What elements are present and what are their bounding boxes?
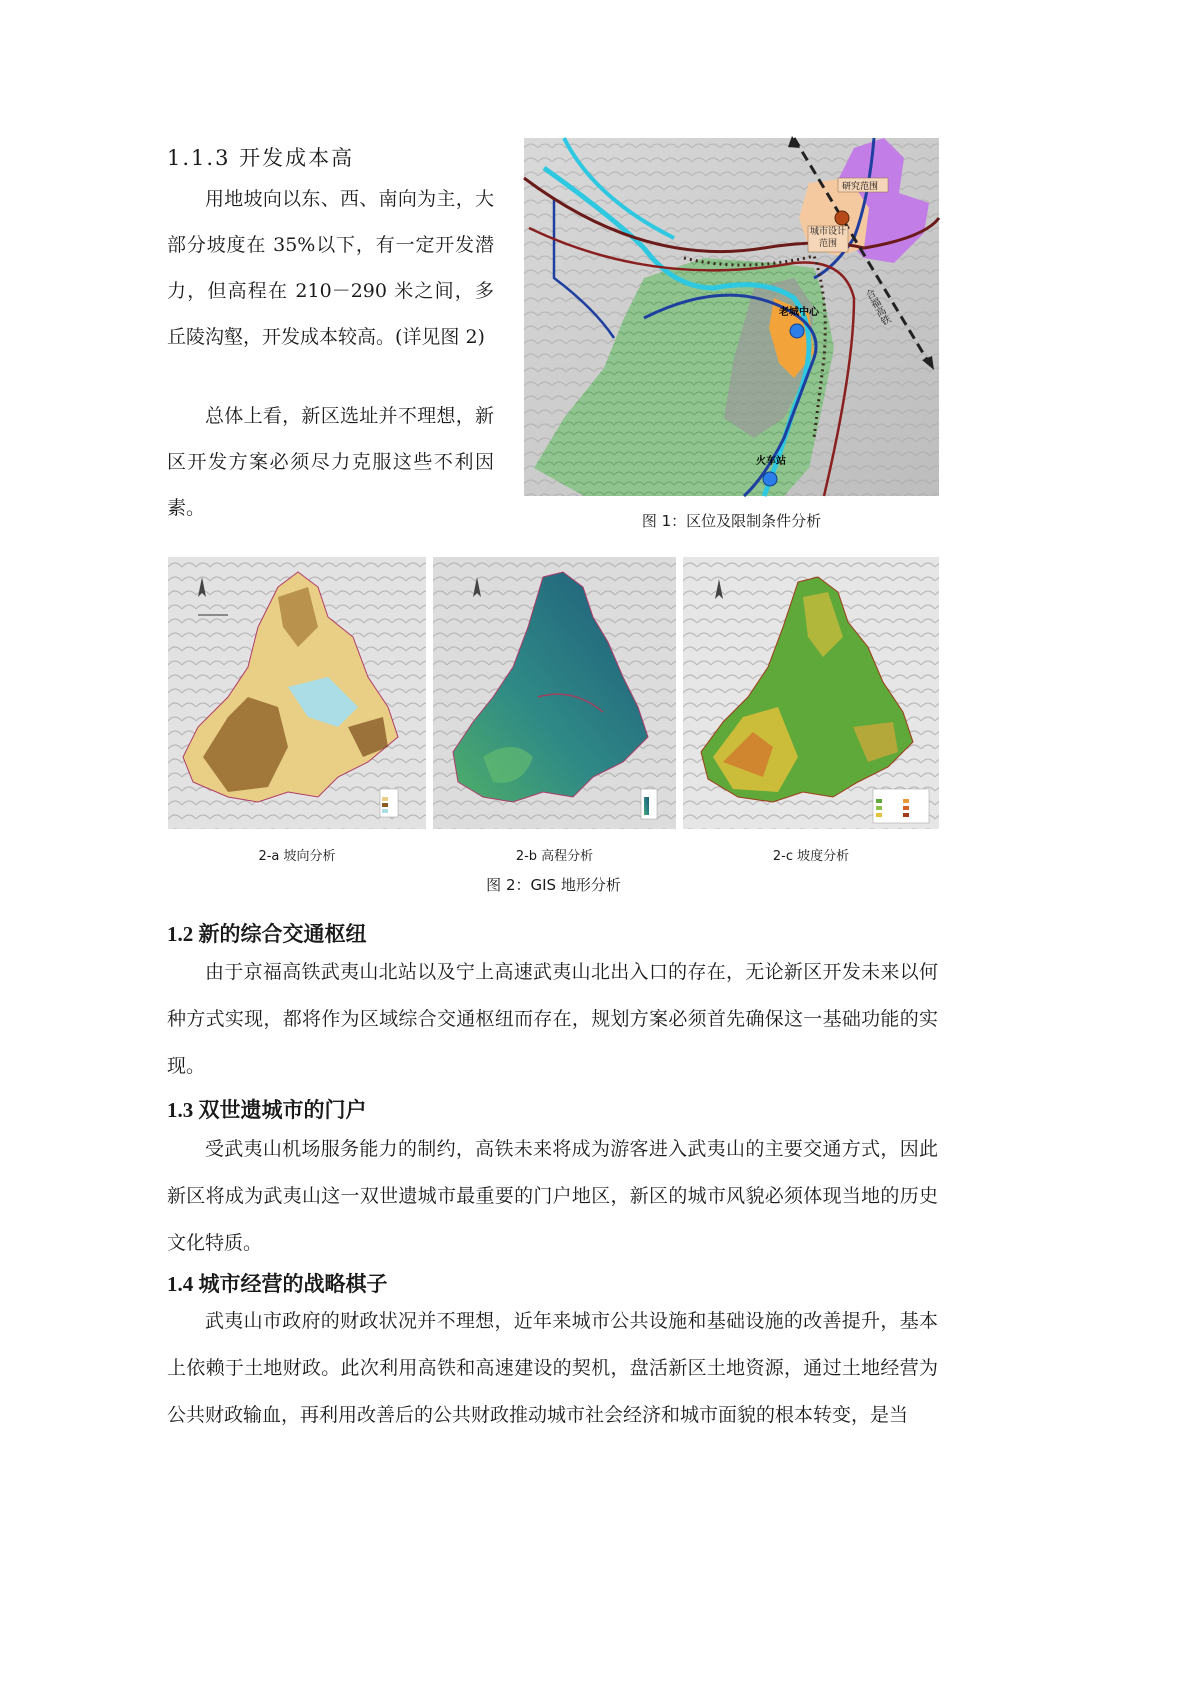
section-title-1-3: 1.3 双世遗城市的门户 <box>167 1098 367 1122</box>
figure1-caption: 图 1：区位及限制条件分析 <box>641 512 822 530</box>
label-station: 火车站 <box>756 456 786 467</box>
subcaption-slope: 2-c 坡度分析 <box>772 849 850 864</box>
label-old-center: 老城中心 <box>779 307 819 318</box>
label-design-area: 城市设计范围 <box>809 227 846 249</box>
section-title-1-1-3: 1.1.3 开发成本高 <box>167 146 355 170</box>
paragraph-summary: 总体上看，新区选址并不理想，新区开发方案必须尽力克服这些不利因素。 <box>167 405 494 519</box>
elevation-analysis-map <box>433 557 676 829</box>
figure2-caption: 图 2：GIS 地形分析 <box>486 876 621 894</box>
aspect-analysis-map <box>168 557 426 829</box>
section-title-1-2: 1.2 新的综合交通枢纽 <box>167 922 367 946</box>
subcaption-aspect: 2-a 坡向分析 <box>258 849 336 864</box>
section-title-1-4: 1.4 城市经营的战略棋子 <box>167 1272 388 1296</box>
slope-analysis-map <box>683 557 939 829</box>
paragraph-transport-hub: 由于京福高铁武夷山北站以及宁上高速武夷山北出入口的存在，无论新区开发未来以何种方式实现，都将作为区域综合交通枢纽而存在，规划方案必须首先确保这一基础功能的实现。 <box>167 961 938 1077</box>
label-study-area: 研究范围 <box>842 182 879 192</box>
paragraph-heritage-gateway: 受武夷山机场服务能力的制约，高铁未来将成为游客进入武夷山的主要交通方式，因此新区将成为武夷山这一双世遗城市最重要的门户地区，新区的城市风貌必须体现当地的历史文化特质。 <box>167 1138 938 1254</box>
location-map-figure <box>524 138 939 496</box>
paragraph-city-operation: 武夷山市政府的财政状况并不理想，近年来城市公共设施和基础设施的改善提升，基本上依赖于土地财政。此次利用高铁和高速建设的契机，盘活新区土地资源，通过土地经营为公共财政输血，再利用改善后的公共财政推动城市社会经济和城市面貌的根本转变，是当 <box>167 1310 938 1426</box>
subcaption-elevation: 2-b 高程分析 <box>515 849 594 864</box>
label-railway: 合福高铁 <box>861 287 892 329</box>
paragraph-terrain: 用地坡向以东、西、南向为主，大部分坡度在 35%以下，有一定开发潜力，但高程在 210－290 米之间，多丘陵沟壑，开发成本较高。(详见图 2) <box>167 188 494 348</box>
